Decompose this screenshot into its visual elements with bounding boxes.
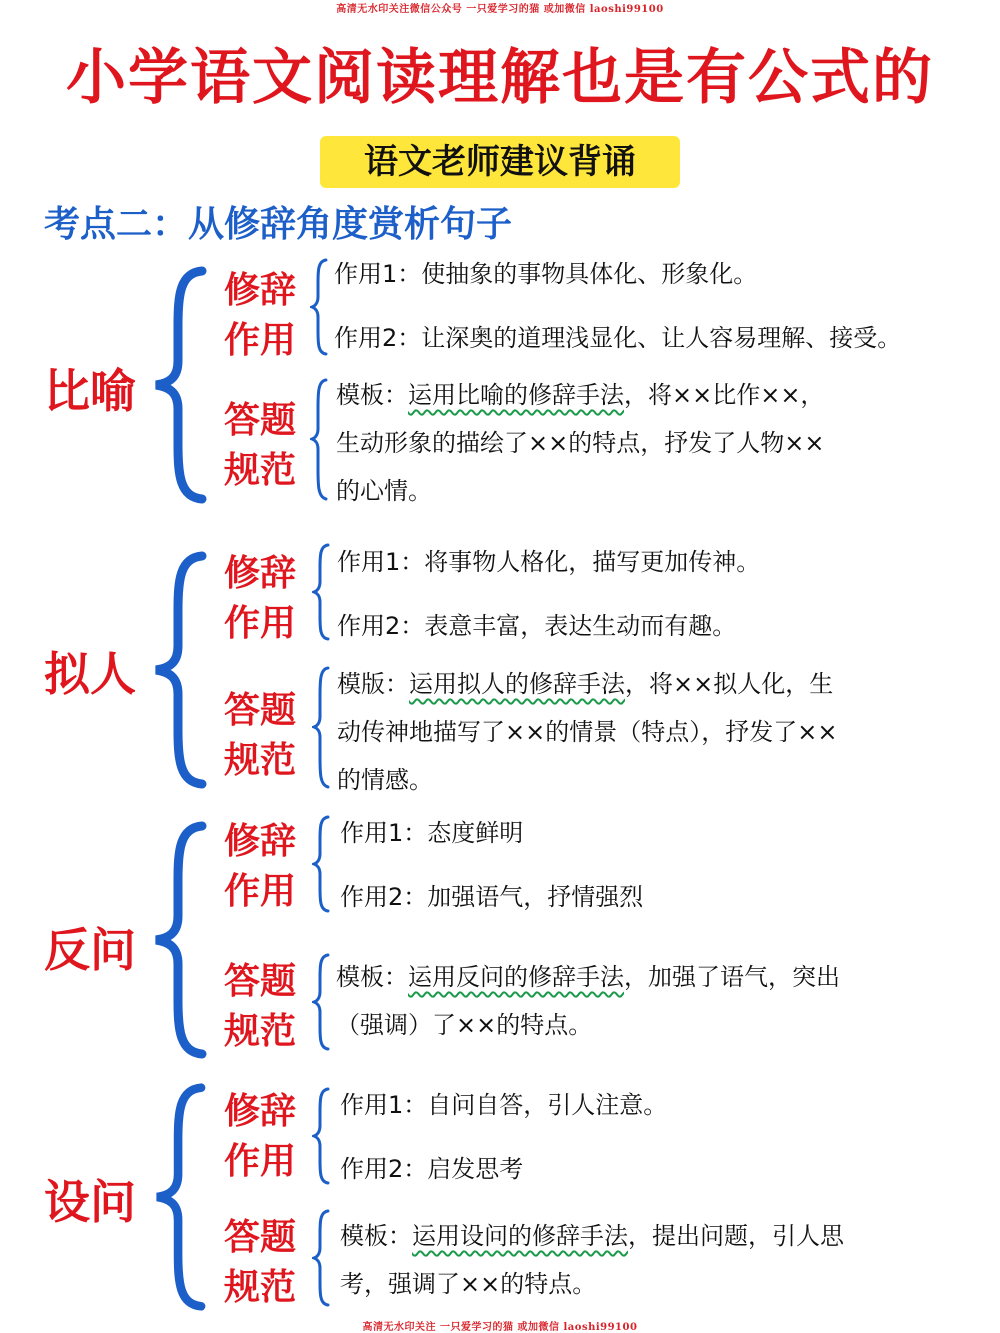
- rhetoric-group-metaphor: [0, 255, 1000, 515]
- label-answer: 答题 规范: [223, 399, 296, 491]
- effect-1: 作用1：使抽象的事物具体化、形象化。: [334, 260, 758, 288]
- rhetoric-group-hypophora: [0, 1080, 1000, 1310]
- answer-template: 模板：运用反问的修辞手法，加强了语气，突出 （强调）了××的特点。: [336, 963, 840, 1039]
- effect-2: 作用2：加强语气，抒情强烈: [340, 883, 644, 911]
- effect-2: 作用2：表意丰富，表达生动而有趣。: [337, 612, 737, 640]
- effect-1: 作用1：将事物人格化，描写更加传神。: [337, 548, 761, 576]
- term-label: 反问: [44, 923, 136, 977]
- small-brace-icon: [312, 814, 332, 914]
- label-effect: 修辞 作用: [223, 1090, 296, 1182]
- term-label: 拟人: [44, 647, 136, 701]
- small-brace-icon: [312, 1086, 332, 1186]
- watermark-bottom: 高清无水印关注 一只爱学习的猫 或加微信 laoshi99100: [362, 1322, 638, 1333]
- wavy-underline-phrase: 运用设问的修辞手法: [412, 1222, 628, 1250]
- answer-template: 模板：运用比喻的修辞手法，将××比作××， 生动形象的描绘了××的特点，抒发了人物×× 的心情。: [336, 381, 825, 505]
- rhetoric-group-personification: [0, 540, 1000, 800]
- wavy-underline-phrase: 运用比喻的修辞手法: [408, 381, 624, 409]
- label-effect: 修辞 作用: [223, 552, 296, 644]
- small-brace-icon: [312, 542, 332, 642]
- small-brace-icon: [312, 1208, 332, 1308]
- wavy-underline-phrase: 运用反问的修辞手法: [408, 963, 624, 991]
- page-title: 小学语文阅读理解也是有公式的: [66, 43, 934, 113]
- effect-1: 作用1：态度鲜明: [340, 819, 524, 847]
- big-brace-icon: [150, 1082, 210, 1312]
- term-label: 比喻: [44, 364, 136, 418]
- answer-template: 模板：运用设问的修辞手法，提出问题，引人思 考，强调了××的特点。: [340, 1222, 844, 1298]
- answer-template: 模版：运用拟人的修辞手法，将××拟人化，生 动传神地描写了××的情景（特点），抒发了×× 的情感。: [337, 670, 838, 794]
- label-effect: 修辞 作用: [223, 269, 296, 361]
- watermark-top: 高清无水印关注微信公众号 一只爱学习的猫 或加微信 laoshi99100: [336, 4, 664, 15]
- effect-2: 作用2：让深奥的道理浅显化、让人容易理解、接受。: [334, 324, 902, 352]
- small-brace-icon: [310, 377, 330, 502]
- effect-1: 作用1：自问自答，引人注意。: [340, 1091, 668, 1119]
- label-answer: 答题 规范: [223, 1216, 296, 1308]
- small-brace-icon: [312, 952, 332, 1052]
- label-answer: 答题 规范: [223, 689, 296, 781]
- small-brace-icon: [312, 665, 332, 790]
- term-label: 设问: [44, 1175, 136, 1229]
- section-title: 考点二：从修辞角度赏析句子: [44, 203, 513, 245]
- big-brace-icon: [150, 265, 210, 505]
- highlight-banner: 语文老师建议背诵: [320, 136, 680, 188]
- rhetoric-group-rhetorical-question: [0, 810, 1000, 1060]
- wavy-underline-phrase: 运用拟人的修辞手法: [409, 670, 625, 698]
- label-effect: 修辞 作用: [223, 820, 296, 912]
- small-brace-icon: [310, 257, 330, 357]
- big-brace-icon: [150, 550, 210, 790]
- effect-2: 作用2：启发思考: [340, 1155, 524, 1183]
- big-brace-icon: [150, 820, 210, 1060]
- label-answer: 答题 规范: [223, 960, 296, 1052]
